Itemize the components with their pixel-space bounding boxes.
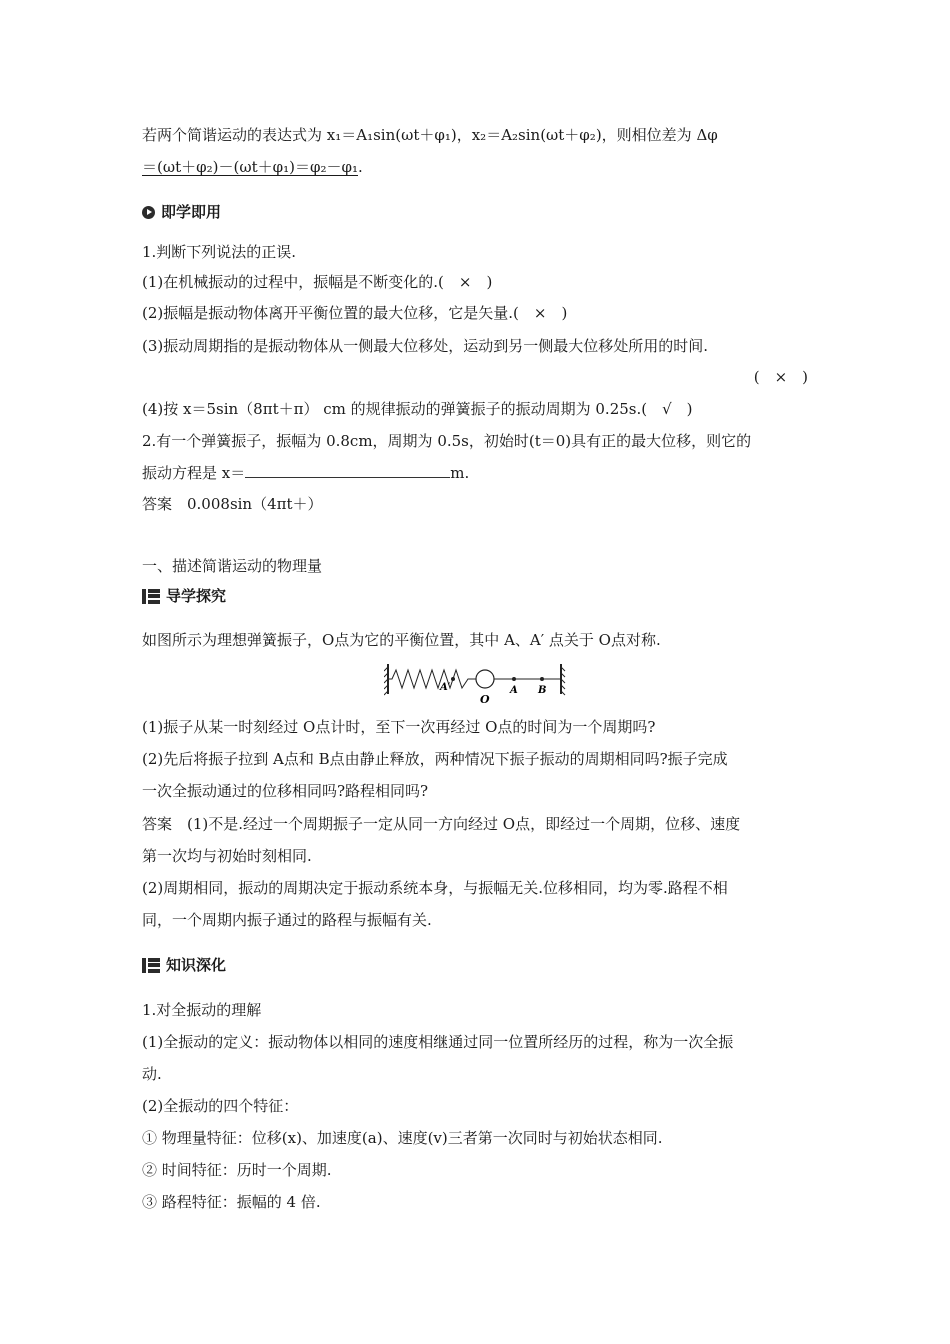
q2-line-2: [142, 463, 808, 483]
practice-heading: [142, 202, 221, 222]
practice-heading-label: 即学即用: [161, 203, 222, 221]
guide-answer-2-cont: 同，一个周期内振子通过的路程与振幅有关.: [142, 911, 432, 929]
guide-text: 如图所示为理想弹簧振子，O点为它的平衡位置，其中 A、A′ 点关于 O点对称.: [142, 631, 661, 649]
guide-heading: [142, 586, 226, 606]
play-circle-icon: [142, 206, 155, 219]
section-1-title: 一、描述简谐运动的物理量: [142, 557, 323, 575]
guide-question-2-cont: 一次全振动通过的位移相同吗?路程相同吗?: [142, 782, 429, 800]
right-wall: [561, 664, 565, 695]
guide-heading-label: 导学探究: [166, 587, 227, 605]
q1-item-3: (3)振动周期指的是振动物体从一侧最大位移处，运动到另一侧最大位移处所用的时间.: [142, 337, 709, 355]
spring-oscillator-diagram: [384, 658, 570, 706]
left-wall: [384, 664, 388, 695]
deepen-line-7: ③ 路程特征：振幅的 4 倍.: [142, 1193, 321, 1211]
guide-answer-1: 答案 (1)不是.经过一个周期振子一定从同一方向经过 O点，即经过一个周期，位移、速度: [142, 815, 741, 833]
label-o: O: [480, 693, 490, 706]
answer-blank: [245, 463, 450, 478]
guide-question-1: (1)振子从某一时刻经过 O点计时，至下一次再经过 O点的时间为一个周期吗?: [142, 718, 656, 736]
deepen-line-4: (2)全振动的四个特征：: [142, 1097, 299, 1115]
deepen-line-5: ① 物理量特征：位移(x)、加速度(a)、速度(v)三者第一次同时与初始状态相同.: [142, 1129, 663, 1147]
oscillator-ball: [476, 670, 494, 688]
guide-answer-2: (2)周期相同，振动的周期决定于振动系统本身，与振幅无关.位移相同，均为零.路程不相: [142, 879, 728, 897]
deepen-line-6: ② 时间特征：历时一个周期.: [142, 1161, 332, 1179]
label-a: A: [510, 685, 518, 696]
q1-item-3-answer: ( × ): [753, 368, 808, 386]
label-a-prime: A′: [440, 682, 451, 693]
q1-item-1: (1)在机械振动的过程中，振幅是不断变化的.( × ): [142, 273, 493, 291]
guide-answer-1-cont: 第一次均与初始时刻相同.: [142, 847, 312, 865]
point-b: [540, 677, 544, 681]
q1-item-2: (2)振幅是振动物体离开平衡位置的最大位移，它是矢量.( × ): [142, 304, 568, 322]
deepen-heading: [142, 955, 226, 975]
intro-line-2: [142, 157, 808, 177]
q2-suffix: m.: [450, 464, 470, 482]
q2-prefix: 振动方程是 x＝: [142, 464, 246, 482]
q2-line-1: 2.有一个弹簧振子，振幅为 0.8cm，周期为 0.5s，初始时(t＝0)具有正的最大位移，则它的: [142, 432, 752, 450]
deepen-line-3: 动.: [142, 1065, 162, 1083]
phase-difference-formula: ＝(ωt＋φ₂)－(ωt＋φ₁)＝φ₂－φ₁: [142, 158, 358, 176]
section-bars-icon: [142, 958, 160, 973]
spring: [388, 670, 476, 688]
section-bars-icon: [142, 589, 160, 604]
intro-line-2-end: .: [358, 158, 363, 176]
deepen-line-2: (1)全振动的定义：振动物体以相同的速度相继通过同一位置所经历的过程，称为一次全振: [142, 1033, 734, 1051]
point-a: [512, 677, 516, 681]
deepen-heading-label: 知识深化: [166, 956, 227, 974]
point-a-prime: [451, 677, 455, 681]
q1-item-4: (4)按 x＝5sin（8πt＋π） cm 的规律振动的弹簧振子的振动周期为 0.25s.( √ ): [142, 400, 693, 418]
q2-answer: 答案 0.008sin（4πt＋）: [142, 495, 323, 513]
label-b: B: [538, 685, 547, 696]
deepen-line-1: 1.对全振动的理解: [142, 1001, 262, 1019]
intro-line-1: 若两个简谐运动的表达式为 x₁＝A₁sin(ωt＋φ₁)，x₂＝A₂sin(ωt＋φ₂)，则相位差为 Δφ: [142, 126, 718, 144]
q1-title: 1.判断下列说法的正误.: [142, 243, 297, 261]
guide-question-2: (2)先后将振子拉到 A点和 B点由静止释放，两种情况下振子振动的周期相同吗?振子完成: [142, 750, 728, 768]
